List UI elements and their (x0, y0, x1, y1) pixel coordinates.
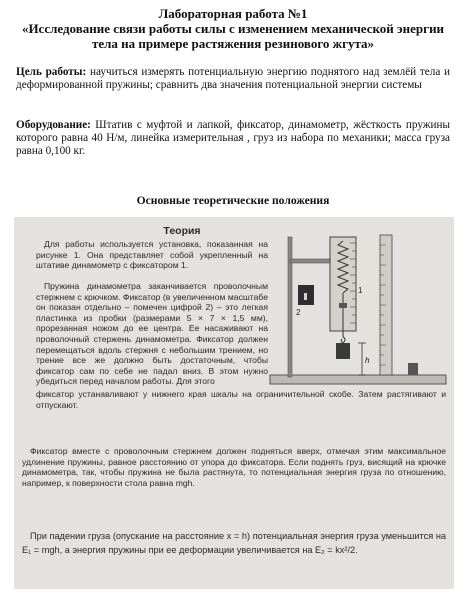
lab-title: Лабораторная работа №1 (158, 6, 308, 21)
hook (341, 337, 345, 343)
apparatus-figure (268, 231, 452, 391)
equipment-label: Оборудование: (16, 119, 91, 131)
spare-weight (408, 363, 418, 375)
figure-label-1: 1 (358, 286, 363, 295)
goal-paragraph (16, 66, 450, 92)
theory-paragraph-4: Фиксатор вместе с проволочным стержнем должен подняться вверх, отмечая этим максимальное удлинение пружины, равное расстоянию от упора до фиксатора. Если поднять груз, висящий на крючке динамометра, так, чтобы пружина не была растянута, то потенциальная энергия груза по отношению, например, к поверхности стола равна mgh. (22, 446, 446, 488)
equipment-paragraph (16, 119, 450, 158)
equipment-text: Штатив с муфтой и лапкой, фиксатор, динамометр, жёсткость пружины которого равна 40 Н/м, линейка измерительная , груз из набора по механики; масса груза равна 0,100 кг. (16, 119, 450, 157)
fixator-slot (304, 293, 307, 300)
figure-label-h: h (365, 356, 370, 365)
fixator (339, 303, 347, 308)
theory-paragraph-2: Пружина динамометра заканчивается проволочным стержнем с крючком. Фиксатор (в увеличенном масштабе он показан отдельно – помечен цифрой 2) – это легкая пластинка из пробки (размерами 5 × 7 × 1,5 мм), прорезанная ножом до ее центра. Ее насаживают на проволочный стержень динамометра. Фиксатор должен перемещаться вдоль стержня с небольшим трением, но трение все же должно быть достаточным, чтобы фиксатор сам по себе не падал вниз. В этом нужно убедиться перед началом работы. Для этого (36, 281, 268, 387)
section-heading: Основные теоретические положения (136, 194, 330, 207)
stand-rod (288, 237, 292, 377)
figure-label-2: 2 (296, 308, 301, 317)
lab-subtitle: «Исследование связи работы силы с изменением механической энергии тела на примере растяжения резинового жгута» (21, 21, 445, 51)
goal-text: научиться измерять потенциальную энергию поднятого над землёй тела и деформированной пружины; сравнить два значения потенциальной энергии системы (16, 66, 450, 91)
weight (336, 343, 350, 359)
theory-paragraph-1: Для работы используется установка, показанная на рисунке 1. Она представляет собой укрепленный на штативе динамометр с фиксатором 1. (36, 239, 268, 271)
scanned-textbook-image (14, 217, 454, 589)
theory-heading: Теория (163, 225, 201, 237)
goal-label: Цель работы: (16, 66, 87, 78)
theory-paragraph-5: При падении груза (опускание на расстояние x = h) потенциальная энергия груза уменьшится на E₁ = mgh, а энергия пружины при ее деформации увеличивается на E₂ = kx²/2. (22, 531, 446, 555)
stand-base (270, 375, 446, 384)
theory-paragraph-3: фиксатор устанавливают у нижнего края шкалы на ограничительной скобе. Затем растягивают и отпускают. (36, 389, 446, 410)
